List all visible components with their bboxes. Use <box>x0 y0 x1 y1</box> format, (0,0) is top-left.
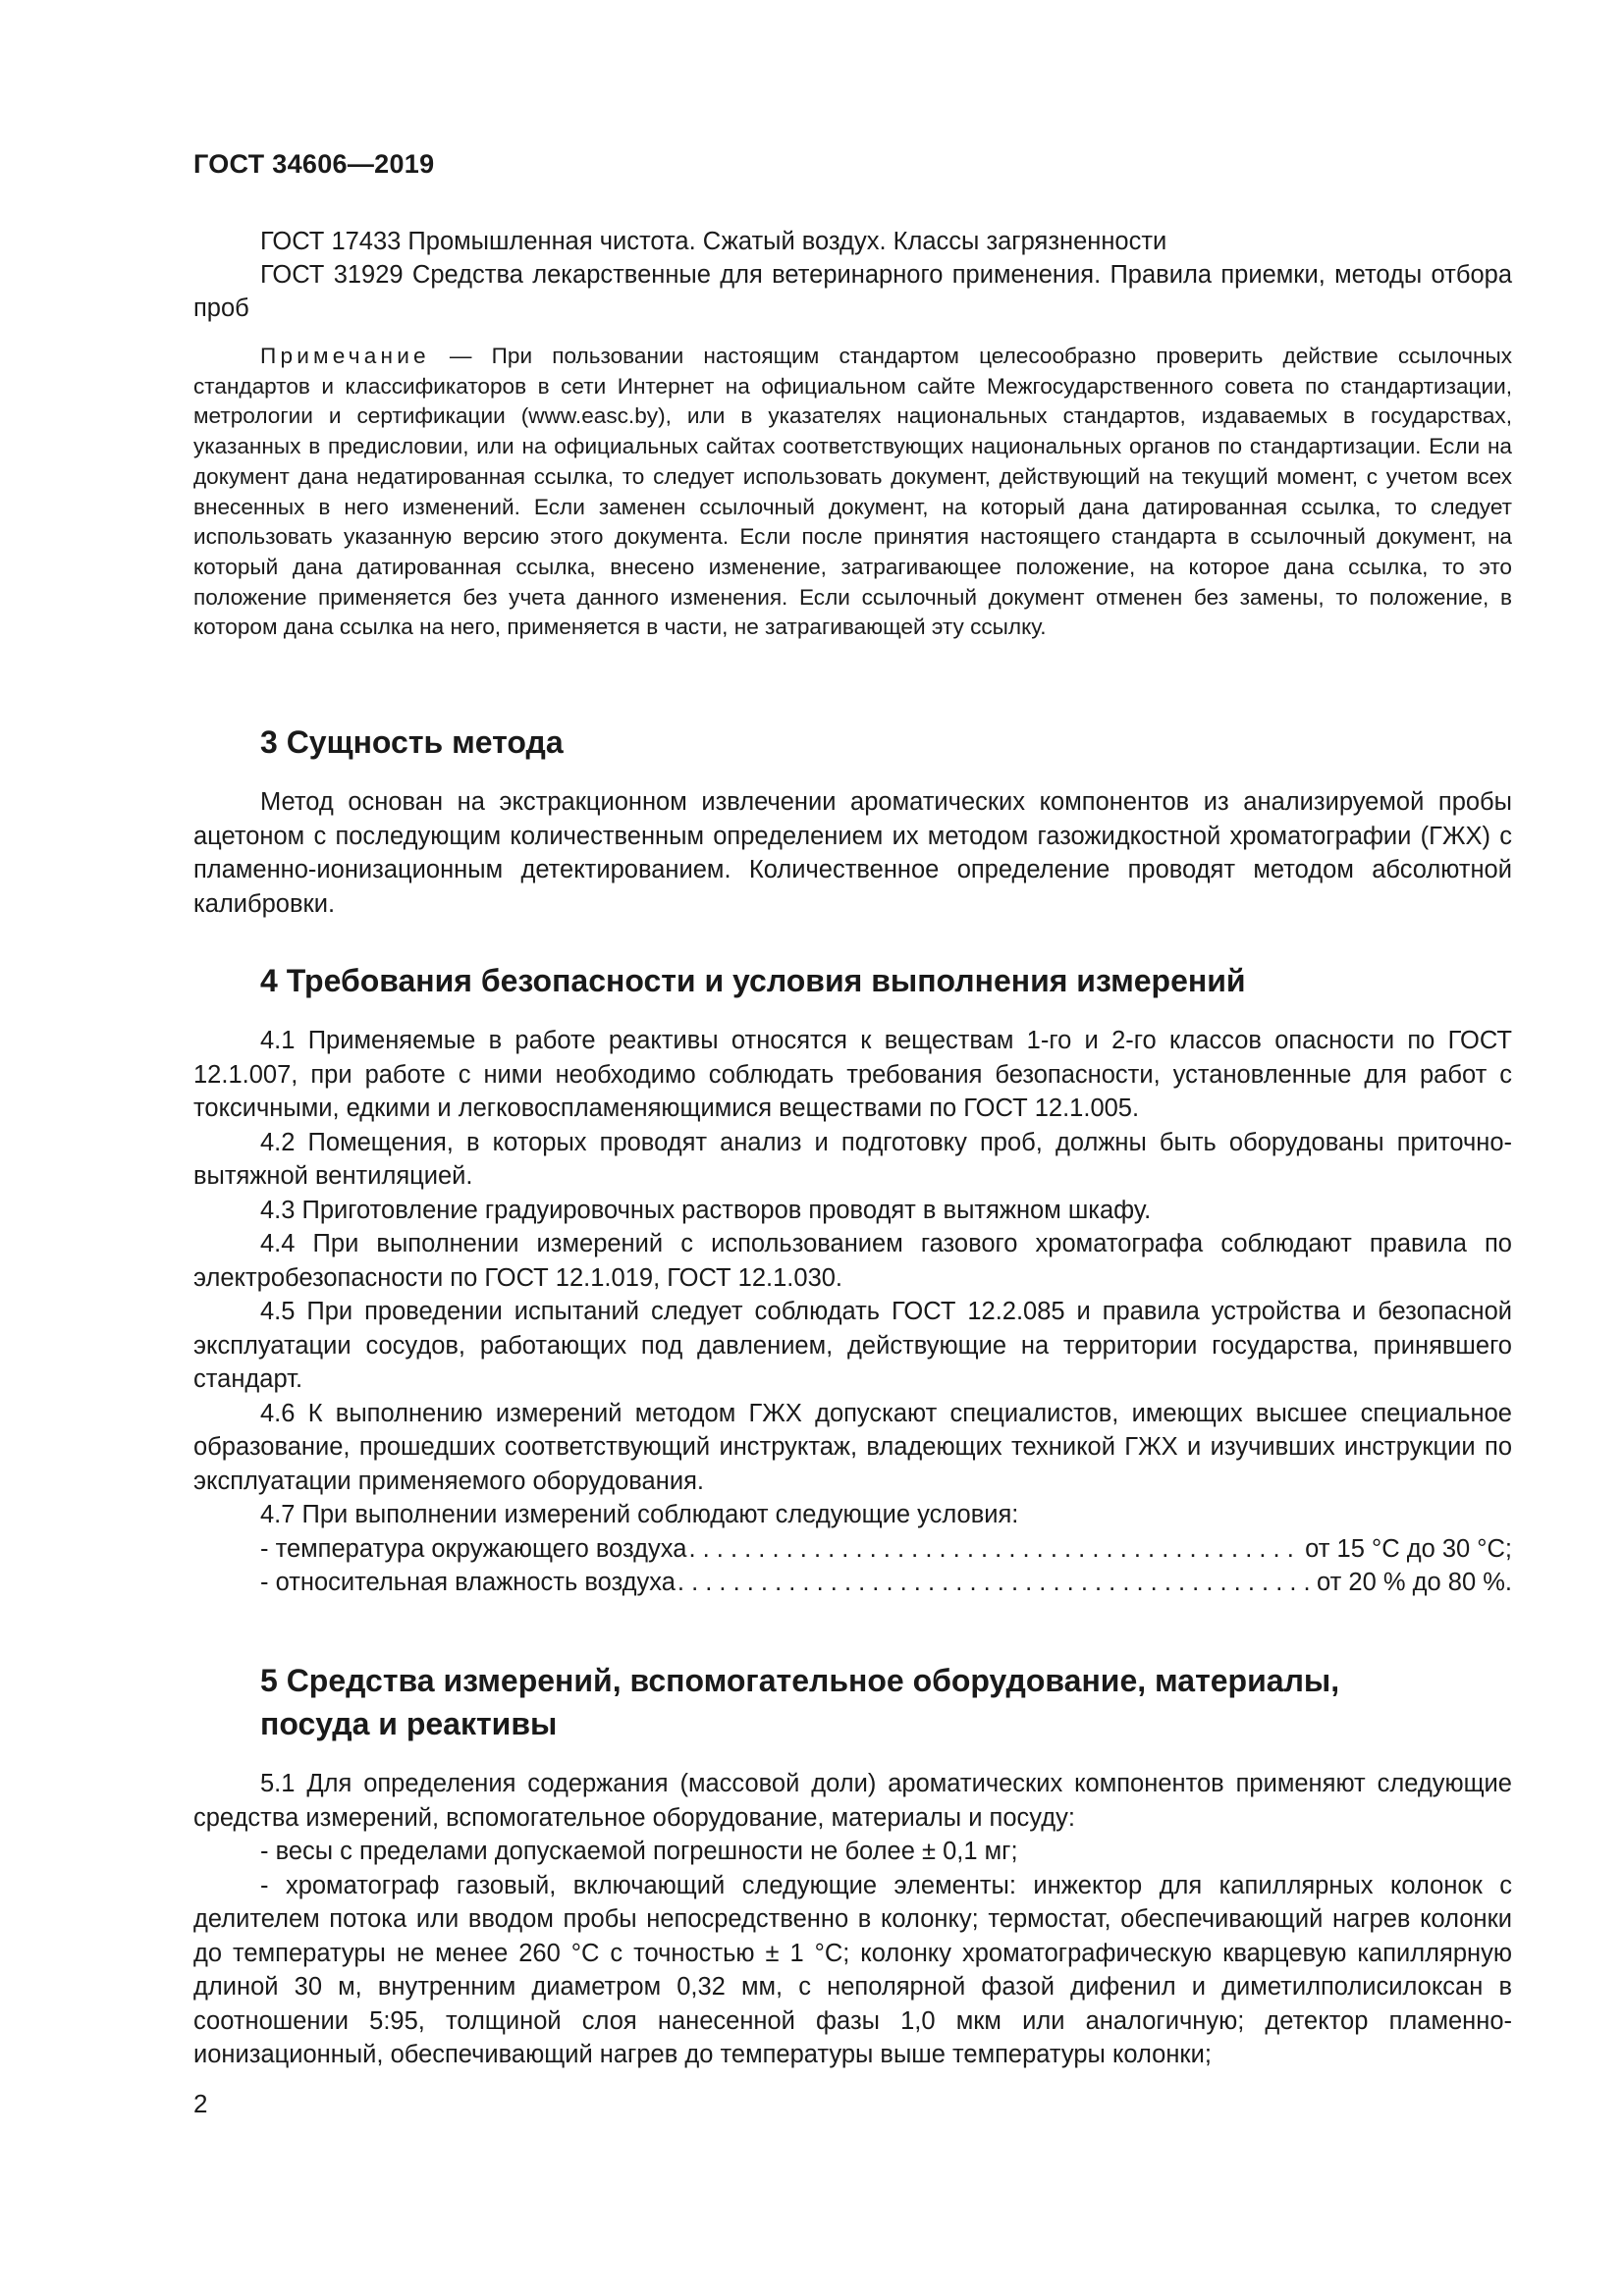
section-4-title: 4 Требования безопасности и условия выполнения измерений <box>260 963 1246 998</box>
clause-4-2: 4.2 Помещения, в которых проводят анализ и подготовку проб, должны быть оборудованы приточно-вытяжной вентиляцией. <box>193 1128 1512 1190</box>
condition-label: - температура окружающего воздуха <box>260 1534 687 1563</box>
clause-5-1: 5.1 Для определения содержания (массовой доли) ароматических компонентов применяют следующие средства измерений, вспомогательное оборудование, материалы и посуду: <box>193 1770 1512 1832</box>
reference-item: ГОСТ 17433 Промышленная чистота. Сжатый воздух. Классы загрязненности <box>260 228 1167 255</box>
condition-label: - относительная влажность воздуха <box>260 1569 676 1596</box>
standard-header: ГОСТ 34606—2019 <box>193 149 435 179</box>
note-text: — При пользовании настоящим стандартом целесообразно проверить действие ссылочных стандартов и классификаторов в сети Интернет на официальном сайте Межгосударственного совета по стандартизации, метрологии и сертификации (www.easc.by), или в указателях национальных стандартов, издаваемых в государствах, указанных в предисловии, или на официальных сайтах соответствующих национальных органов по стандартизации. Если на документ дана недатированная ссылка, то следует использовать документ, действующий на текущий момент, с учетом всех внесенных в него изменений. Если заменен ссылочный документ, на который дана датированная ссылка, то следует использовать указанную версию этого документа. Если после принятия настоящего стандарта в ссылочный документ, на который дана датированная ссылка, внесено изменение, затрагивающее положение, на которое дана ссылка, то это положение применяется без учета данного изменения. Если ссылочный документ отменен без замены, то положение, в котором дана ссылка на него, применяется в части, не затрагивающей эту ссылку. <box>193 344 1512 640</box>
dot-leader <box>677 1566 1315 1600</box>
note-lead: Примечание <box>260 344 430 368</box>
section-5-title-line: посуда и реактивы <box>260 1706 558 1741</box>
section-5-title <box>260 1659 1339 1745</box>
equipment-item: - весы с пределами допускаемой погрешности не более ± 0,1 мг; <box>260 1838 1018 1865</box>
section-3-paragraph: Метод основан на экстракционном извлечении ароматических компонентов из анализируемой пробы ацетоном с последующим количественным определением их методом газожидкостной хроматографии (ГЖХ) с пламенно-ионизационным детектированием. Количественное определение проводят методом абсолютной калибровки. <box>193 788 1512 918</box>
condition-humidity <box>260 1566 1512 1600</box>
equipment-item: - хроматограф газовый, включающий следующие элементы: инжектор для капиллярных колонок с делителем потока или вводом пробы непосредственно в колонку; термостат, обеспечивающий нагрев колонки до температуры не менее 260 °С с точностью ± 1 °С; колонку хроматографическую кварцевую капиллярную длиной 30 м, внутренним диаметром 0,32 мм, с неполярной фазой дифенил и диметилполисилоксан в соотношении 5:95, толщиной слоя нанесенной фазы 1,0 мкм или аналогичную; детектор пламенно-ионизационный, обеспечивающий нагрев до температуры выше температуры колонки; <box>193 1871 1512 2068</box>
reference-item: ГОСТ 31929 Средства лекарственные для ветеринарного применения. Правила приемки, методы отбора проб <box>193 261 1512 322</box>
references-note <box>193 342 1512 643</box>
clause-4-6: 4.6 К выполнению измерений методом ГЖХ допускают специалистов, имеющих высшее специальное образование, прошедших соответствующий инструктаж, владеющих техникой ГЖХ и изучивших инструкции по эксплуатации применяемого оборудования. <box>193 1399 1512 1495</box>
section-3-body <box>193 785 1512 921</box>
section-4-body <box>193 1024 1512 1600</box>
page-number: 2 <box>193 2089 208 2118</box>
condition-value: от 20 % до 80 %. <box>1317 1569 1512 1596</box>
condition-temperature <box>260 1532 1512 1567</box>
clause-4-1: 4.1 Применяемые в работе реактивы относятся к веществам 1-го и 2-го классов опасности по ГОСТ 12.1.007, при работе с ними необходимо соблюдать требования безопасности, установленные для работ с токсичными, едкими и легковоспламеняющимися веществами по ГОСТ 12.1.005. <box>193 1027 1512 1122</box>
dot-leader <box>688 1532 1303 1567</box>
section-5-title-line: 5 Средства измерений, вспомогательное оборудование, материалы, <box>260 1663 1340 1698</box>
clause-4-7: 4.7 При выполнении измерений соблюдают следующие условия: <box>260 1501 1019 1528</box>
clause-4-3: 4.3 Приготовление градуировочных растворов проводят в вытяжном шкафу. <box>260 1196 1152 1224</box>
section-3-title: 3 Сущность метода <box>260 724 564 760</box>
clause-4-4: 4.4 При выполнении измерений с использованием газового хроматографа соблюдают правила по электробезопасности по ГОСТ 12.1.019, ГОСТ 12.1.030. <box>193 1230 1512 1292</box>
normative-references <box>193 225 1512 325</box>
section-5-body <box>193 1767 1512 2072</box>
clause-4-5: 4.5 При проведении испытаний следует соблюдать ГОСТ 12.2.085 и правила устройства и безопасной эксплуатации сосудов, работающих под давлением, действующие на территории государства, принявшего стандарт. <box>193 1298 1512 1393</box>
condition-value: от 15 °С до 30 °С; <box>1305 1534 1512 1563</box>
